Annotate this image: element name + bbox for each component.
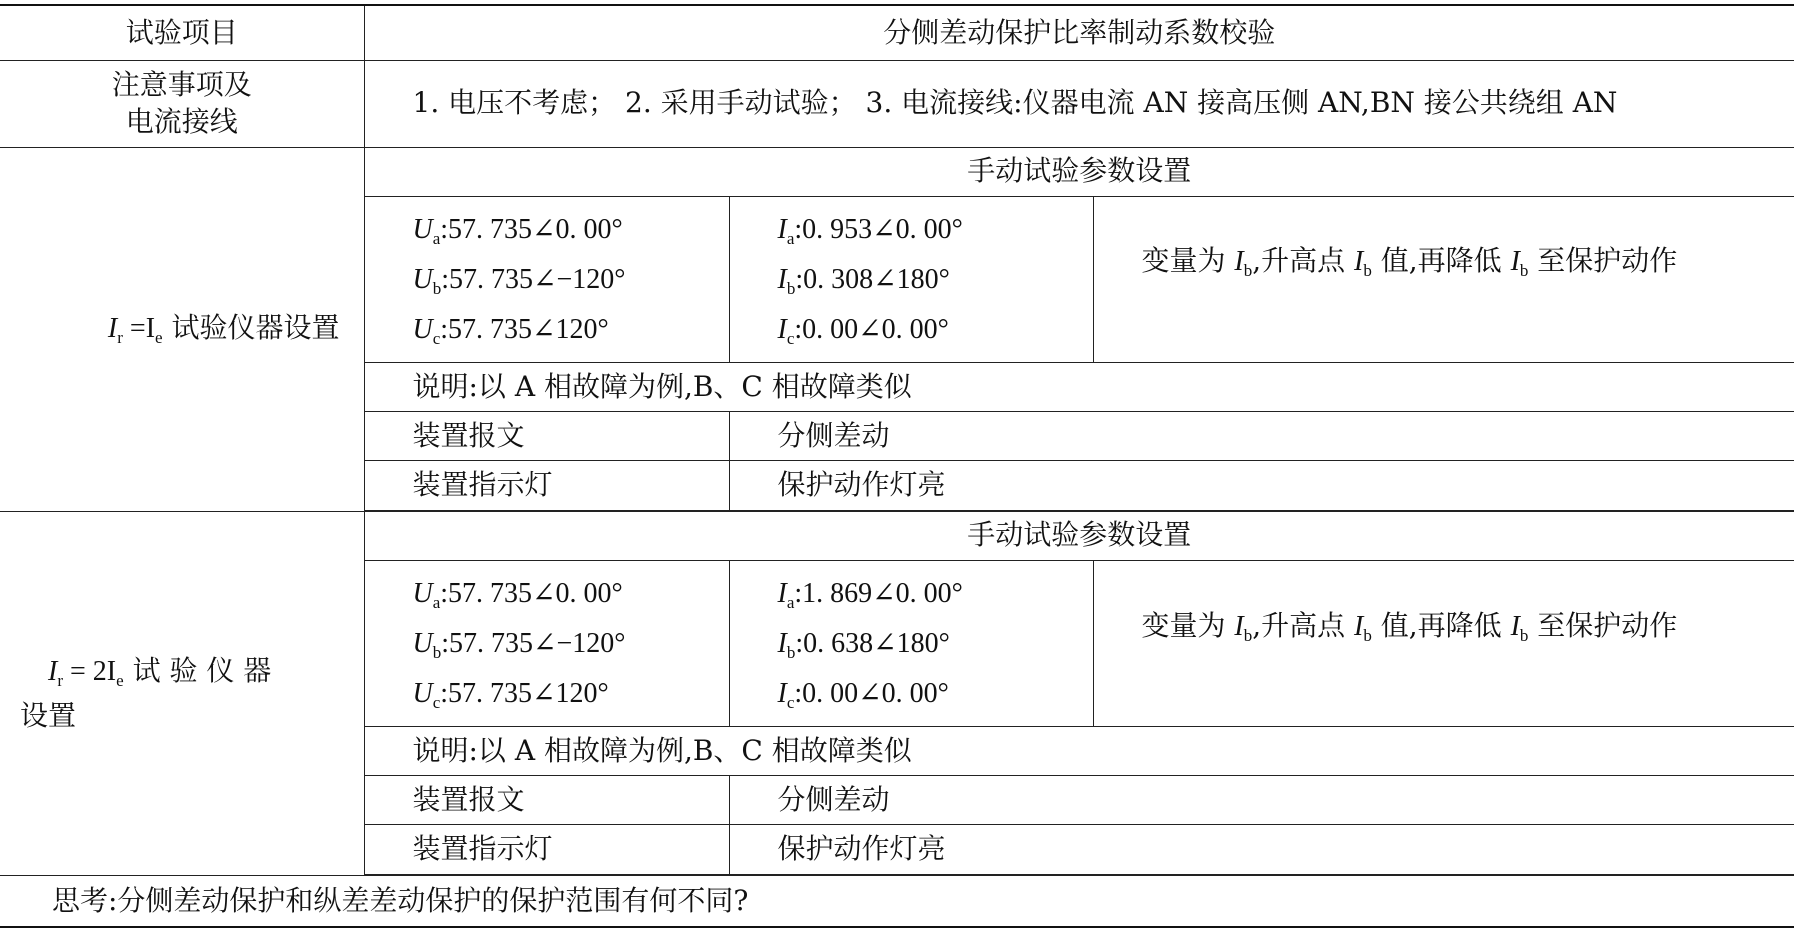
test-table xyxy=(0,4,1794,928)
section1-label-sym1: I xyxy=(107,312,118,344)
section2-report-value: 分侧差动 xyxy=(729,776,1794,825)
section1-variable-text: 变量为 $I_b$,升高点 $I_b$ 值,再降低 $I_b$ 至保护动作 xyxy=(1141,244,1678,281)
section1-title-row xyxy=(0,147,1794,196)
footer-row xyxy=(0,875,1794,927)
section2-report-label: 装置报文 xyxy=(364,776,729,825)
section2-label-line2: 设置 xyxy=(20,699,77,733)
section2-current-c: $I_c:0$. 00∠0. 00° xyxy=(777,678,949,713)
section2-currents xyxy=(729,560,1093,726)
section2-note: 说明:以 A 相故障为例,B、C 相故障类似 xyxy=(364,726,1794,775)
section1-current-c: $I_c:0$. 00∠0. 00° xyxy=(777,314,949,348)
section2-param-title: 手动试验参数设置 xyxy=(364,511,1794,560)
section2-current-b: $I_b:0$. 638∠180° xyxy=(777,628,950,663)
section2-voltages xyxy=(364,560,729,726)
section2-voltage-c: $U_c:57$. 735∠120° xyxy=(412,678,609,713)
notes-row xyxy=(0,60,1794,147)
notes-label xyxy=(0,60,364,147)
notes-label-line1: 注意事项及 xyxy=(111,68,252,102)
section1-voltage-a: $U_a:57$. 735∠0. 00° xyxy=(412,214,623,248)
section1-note: 说明:以 A 相故障为例,B、C 相故障类似 xyxy=(364,362,1794,411)
section1-report-label: 装置报文 xyxy=(364,411,729,460)
section1-report-value: 分侧差动 xyxy=(729,411,1794,460)
section1-param-title: 手动试验参数设置 xyxy=(364,147,1794,196)
notes-text: 1. 电压不考虑； 2. 采用手动试验； 3. 电流接线:仪器电流 AN 接高压侧 AN,BN 接公共绕组 AN xyxy=(412,86,1618,120)
section1-variable xyxy=(1093,196,1794,362)
item-value: 分侧差动保护比率制动系数校验 xyxy=(364,5,1794,60)
section1-current-a: $I_a:0$. 953∠0. 00° xyxy=(777,214,963,248)
section2-label xyxy=(0,511,364,875)
section2-label-suffix: 试 验 仪 器 xyxy=(123,653,272,687)
section2-indicator-label: 装置指示灯 xyxy=(364,825,729,874)
section1-currents xyxy=(729,196,1093,362)
section1-current-b: $I_b:0$. 308∠180° xyxy=(777,264,950,298)
section1-label xyxy=(0,147,364,511)
section1-voltages xyxy=(364,196,729,362)
section2-current-a: $I_a:1$. 869∠0. 00° xyxy=(777,578,963,613)
footer-question: 思考:分侧差动保护和纵差差动保护的保护范围有何不同? xyxy=(0,875,1794,927)
notes-label-line2: 电流接线 xyxy=(125,104,238,138)
section1-indicator-label: 装置指示灯 xyxy=(364,461,729,510)
header-row xyxy=(0,5,1794,60)
section2-label-sub2: e xyxy=(116,670,124,690)
section1-voltage-b: $U_b:57$. 735∠−120° xyxy=(412,264,626,298)
section2-voltage-b: $U_b:57$. 735∠−120° xyxy=(412,628,626,663)
item-label: 试验项目 xyxy=(0,5,364,60)
section2-label-sub1: r xyxy=(57,670,63,690)
section1-label-sub2: e xyxy=(155,327,163,347)
section2-variable-text: 变量为 $I_b$,升高点 $I_b$ 值,再降低 $I_b$ 至保护动作 xyxy=(1141,608,1678,645)
section1-label-mid: =I xyxy=(122,312,156,344)
section2-label-mid: = 2I xyxy=(63,655,117,687)
section2-voltage-a: $U_a:57$. 735∠0. 00° xyxy=(412,578,623,613)
section1-label-sub1: r xyxy=(117,327,123,347)
section2-title-row xyxy=(0,511,1794,560)
section2-variable xyxy=(1093,560,1794,726)
notes-text-cell xyxy=(364,60,1794,147)
section2-label-sym1: I xyxy=(48,655,58,687)
section1-indicator-value: 保护动作灯亮 xyxy=(729,461,1794,510)
section2-indicator-value: 保护动作灯亮 xyxy=(729,825,1794,874)
section1-label-suffix: 试验仪器设置 xyxy=(162,310,340,344)
section1-voltage-c: $U_c:57$. 735∠120° xyxy=(412,314,609,348)
